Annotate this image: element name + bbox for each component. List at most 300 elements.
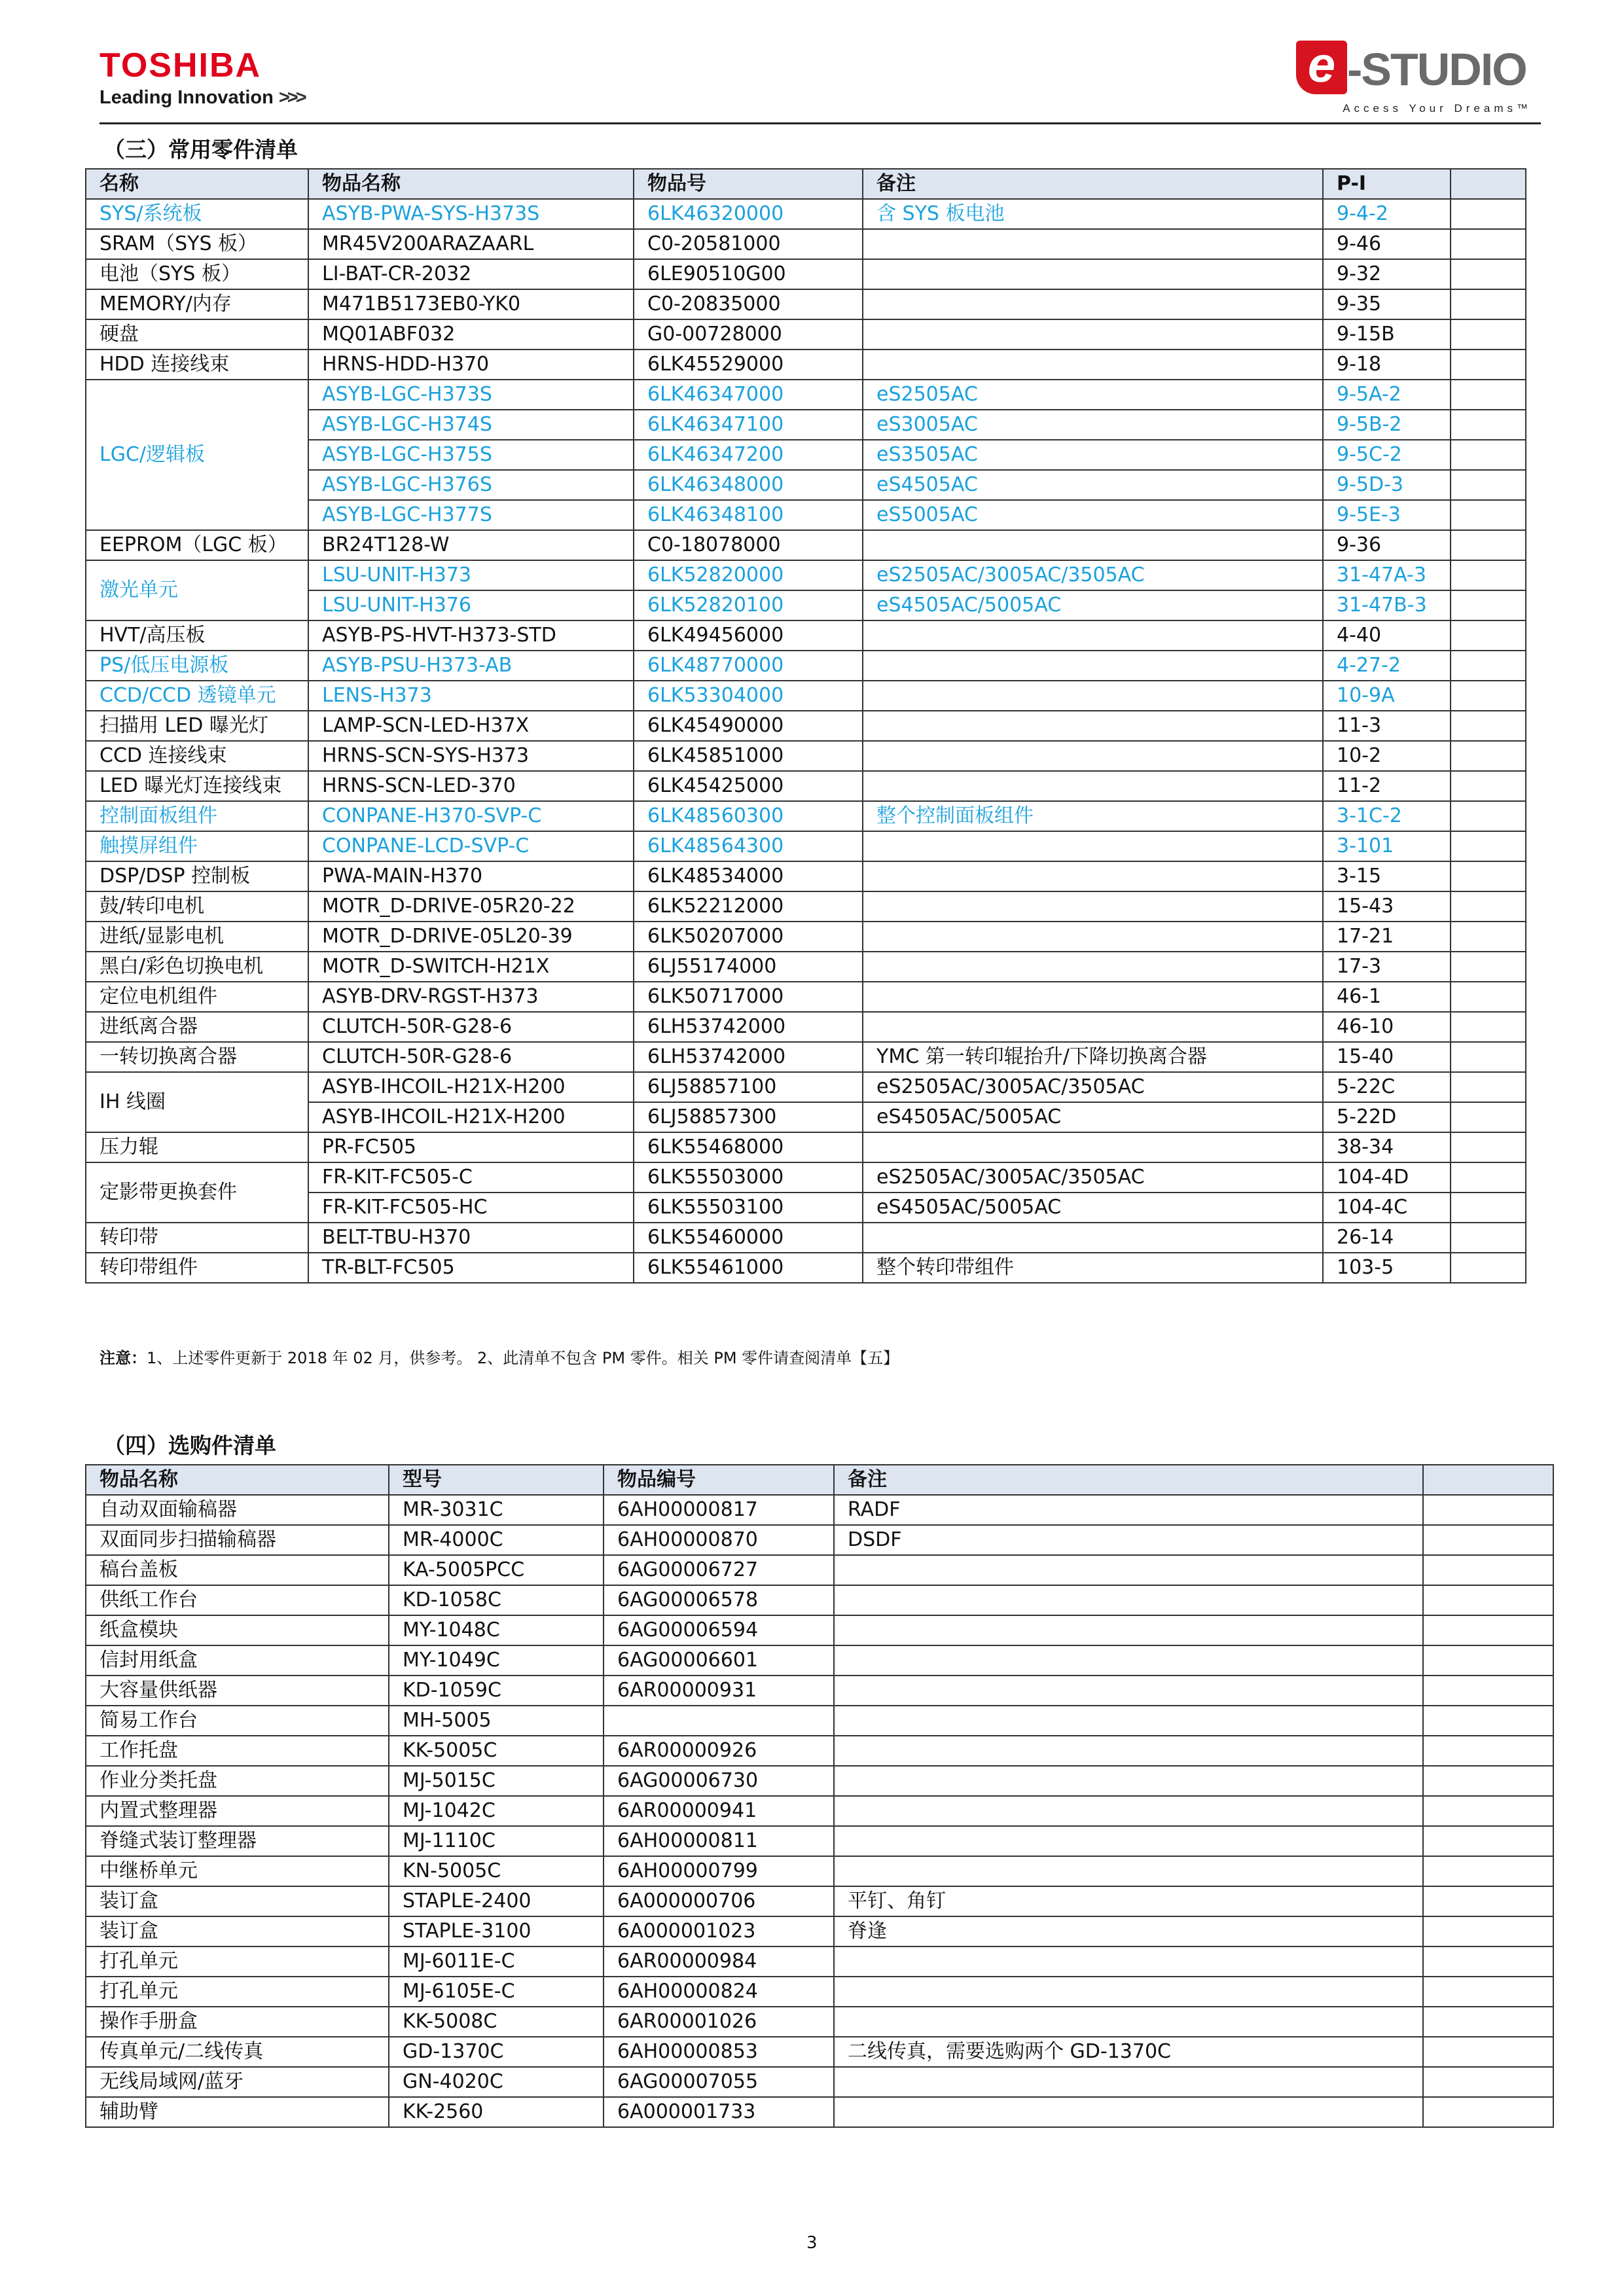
cell-note bbox=[834, 1645, 1423, 1676]
cell-note bbox=[863, 1223, 1323, 1253]
cell-code: 6A000000706 bbox=[604, 1886, 834, 1916]
table-row bbox=[86, 1826, 1553, 1856]
cell-pi: 9-32 bbox=[1323, 259, 1451, 289]
cell-extra bbox=[1451, 982, 1526, 1012]
column-header bbox=[1451, 169, 1526, 199]
page-number: 3 bbox=[806, 2233, 818, 2253]
cell-item: ASYB-LGC-H374S bbox=[308, 410, 634, 440]
cell-part-no: 6LK48560300 bbox=[634, 801, 863, 831]
cell-note: RADF bbox=[834, 1495, 1423, 1525]
cell-model: GN-4020C bbox=[389, 2067, 604, 2097]
cell-pi: 9-5D-3 bbox=[1323, 470, 1451, 500]
cell-extra bbox=[1423, 1676, 1553, 1706]
cell-note: eS4505AC/5005AC bbox=[863, 590, 1323, 620]
cell-item: M471B5173EB0-YK0 bbox=[308, 289, 634, 319]
cell-code: 6AH00000824 bbox=[604, 1977, 834, 2007]
cell-note bbox=[863, 891, 1323, 922]
table-row bbox=[86, 651, 1526, 681]
table-row bbox=[86, 380, 1526, 410]
cell-part-no: 6LK49456000 bbox=[634, 620, 863, 651]
cell-name: LED 曝光灯连接线束 bbox=[86, 771, 308, 801]
cell-name: 无线局域网/蓝牙 bbox=[86, 2067, 389, 2097]
cell-code: 6AH00000870 bbox=[604, 1525, 834, 1555]
cell-name: 黑白/彩色切换电机 bbox=[86, 952, 308, 982]
cell-note bbox=[863, 259, 1323, 289]
cell-pi: 46-10 bbox=[1323, 1012, 1451, 1042]
table-row bbox=[86, 350, 1526, 380]
cell-part-no: 6LK45851000 bbox=[634, 741, 863, 771]
cell-item: PWA-MAIN-H370 bbox=[308, 861, 634, 891]
cell-name: 大容量供纸器 bbox=[86, 1676, 389, 1706]
table-header-row bbox=[86, 1465, 1553, 1495]
cell-part-no: 6LJ58857100 bbox=[634, 1072, 863, 1102]
cell-note: 整个控制面板组件 bbox=[863, 801, 1323, 831]
table-row bbox=[86, 1495, 1553, 1525]
cell-item: LAMP-SCN-LED-H37X bbox=[308, 711, 634, 741]
cell-extra bbox=[1423, 1766, 1553, 1796]
table-row bbox=[86, 289, 1526, 319]
cell-note bbox=[834, 1766, 1423, 1796]
cell-note bbox=[834, 2007, 1423, 2037]
cell-extra bbox=[1451, 229, 1526, 259]
cell-part-no: 6LH53742000 bbox=[634, 1042, 863, 1072]
cell-model: MR-3031C bbox=[389, 1495, 604, 1525]
cell-name: SRAM（SYS 板） bbox=[86, 229, 308, 259]
brand-tagline bbox=[99, 87, 304, 109]
cell-pi: 3-15 bbox=[1323, 861, 1451, 891]
cell-part-no: 6LK45490000 bbox=[634, 711, 863, 741]
cell-note bbox=[863, 771, 1323, 801]
column-header: P-I bbox=[1323, 169, 1451, 199]
options-body bbox=[86, 1495, 1553, 2127]
table-row bbox=[86, 259, 1526, 289]
cell-note bbox=[834, 1706, 1423, 1736]
table-row bbox=[86, 1615, 1553, 1645]
cell-code: 6AR00000941 bbox=[604, 1796, 834, 1826]
cell-name: IH 线圈 bbox=[86, 1072, 308, 1132]
table-row bbox=[86, 1042, 1526, 1072]
cell-note bbox=[863, 952, 1323, 982]
cell-note: 脊逢 bbox=[834, 1916, 1423, 1946]
cell-pi: 9-5E-3 bbox=[1323, 500, 1451, 530]
cell-name: 扫描用 LED 曝光灯 bbox=[86, 711, 308, 741]
cell-part-no: 6LE90510G00 bbox=[634, 259, 863, 289]
cell-item: LENS-H373 bbox=[308, 681, 634, 711]
cell-name: DSP/DSP 控制板 bbox=[86, 861, 308, 891]
cell-name: 信封用纸盒 bbox=[86, 1645, 389, 1676]
cell-pi: 4-40 bbox=[1323, 620, 1451, 651]
cell-model: GD-1370C bbox=[389, 2037, 604, 2067]
cell-pi: 9-35 bbox=[1323, 289, 1451, 319]
cell-extra bbox=[1451, 1012, 1526, 1042]
cell-model: MY-1048C bbox=[389, 1615, 604, 1645]
table-row bbox=[86, 891, 1526, 922]
table-row bbox=[86, 1132, 1526, 1162]
cell-name: 辅助臂 bbox=[86, 2097, 389, 2127]
cell-note bbox=[834, 1736, 1423, 1766]
cell-item: CLUTCH-50R-G28-6 bbox=[308, 1012, 634, 1042]
table-header-row bbox=[86, 169, 1526, 199]
cell-extra bbox=[1451, 651, 1526, 681]
cell-extra bbox=[1451, 801, 1526, 831]
cell-item: ASYB-DRV-RGST-H373 bbox=[308, 982, 634, 1012]
cell-code: 6A000001023 bbox=[604, 1916, 834, 1946]
cell-extra bbox=[1451, 741, 1526, 771]
cell-pi: 4-27-2 bbox=[1323, 651, 1451, 681]
cell-item: HRNS-HDD-H370 bbox=[308, 350, 634, 380]
cell-extra bbox=[1423, 1946, 1553, 1977]
cell-name: SYS/系统板 bbox=[86, 199, 308, 229]
cell-model: STAPLE-2400 bbox=[389, 1886, 604, 1916]
cell-item: ASYB-PS-HVT-H373-STD bbox=[308, 620, 634, 651]
cell-model: MJ-1042C bbox=[389, 1796, 604, 1826]
tagline-text: Leading Innovation bbox=[99, 87, 274, 108]
cell-note bbox=[834, 1946, 1423, 1977]
table-row bbox=[86, 2037, 1553, 2067]
cell-model: MJ-6011E-C bbox=[389, 1946, 604, 1977]
cell-item: MQ01ABF032 bbox=[308, 319, 634, 350]
cell-pi: 15-43 bbox=[1323, 891, 1451, 922]
cell-model: MJ-1110C bbox=[389, 1826, 604, 1856]
cell-part-no: 6LK46348000 bbox=[634, 470, 863, 500]
cell-code: 6AG00006601 bbox=[604, 1645, 834, 1676]
cell-code: 6AH00000799 bbox=[604, 1856, 834, 1886]
cell-pi: 9-36 bbox=[1323, 530, 1451, 560]
cell-pi: 3-1C-2 bbox=[1323, 801, 1451, 831]
column-header: 物品编号 bbox=[604, 1465, 834, 1495]
cell-extra bbox=[1423, 1886, 1553, 1916]
cell-name: 转印带 bbox=[86, 1223, 308, 1253]
cell-pi: 5-22D bbox=[1323, 1102, 1451, 1132]
cell-item: MOTR_D-DRIVE-05R20-22 bbox=[308, 891, 634, 922]
cell-note: eS2505AC/3005AC/3505AC bbox=[863, 1072, 1323, 1102]
table-row bbox=[86, 771, 1526, 801]
cell-item: BR24T128-W bbox=[308, 530, 634, 560]
cell-pi: 11-2 bbox=[1323, 771, 1451, 801]
cell-note: YMC 第一转印辊抬升/下降切换离合器 bbox=[863, 1042, 1323, 1072]
cell-extra bbox=[1451, 831, 1526, 861]
cell-item: CONPANE-H370-SVP-C bbox=[308, 801, 634, 831]
cell-name: 定位电机组件 bbox=[86, 982, 308, 1012]
cell-extra bbox=[1451, 319, 1526, 350]
cell-note bbox=[834, 1555, 1423, 1585]
cell-note bbox=[863, 861, 1323, 891]
cell-pi: 9-4-2 bbox=[1323, 199, 1451, 229]
cell-name: 脊缝式装订整理器 bbox=[86, 1826, 389, 1856]
cell-extra bbox=[1451, 199, 1526, 229]
cell-part-no: 6LK52820100 bbox=[634, 590, 863, 620]
cell-part-no: 6LK46347200 bbox=[634, 440, 863, 470]
cell-extra bbox=[1451, 380, 1526, 410]
cell-note bbox=[834, 1977, 1423, 2007]
cell-item: TR-BLT-FC505 bbox=[308, 1253, 634, 1283]
cell-item: HRNS-SCN-SYS-H373 bbox=[308, 741, 634, 771]
table-row bbox=[86, 199, 1526, 229]
cell-extra bbox=[1451, 350, 1526, 380]
cell-note: eS4505AC bbox=[863, 470, 1323, 500]
cell-model: KA-5005PCC bbox=[389, 1555, 604, 1585]
cell-pi: 3-101 bbox=[1323, 831, 1451, 861]
cell-name: LGC/逻辑板 bbox=[86, 380, 308, 530]
cell-extra bbox=[1451, 590, 1526, 620]
estudio-wordmark: -STUDIO bbox=[1347, 44, 1526, 95]
column-header: 备注 bbox=[863, 169, 1323, 199]
table-row bbox=[86, 560, 1526, 590]
cell-code: 6AG00006594 bbox=[604, 1615, 834, 1645]
cell-pi: 10-2 bbox=[1323, 741, 1451, 771]
cell-code: 6A000001733 bbox=[604, 2097, 834, 2127]
cell-code: 6AH00000811 bbox=[604, 1826, 834, 1856]
table-row bbox=[86, 1916, 1553, 1946]
column-header bbox=[1423, 1465, 1553, 1495]
cell-pi: 15-40 bbox=[1323, 1042, 1451, 1072]
cell-part-no: 6LK53304000 bbox=[634, 681, 863, 711]
cell-part-no: 6LK46348100 bbox=[634, 500, 863, 530]
cell-extra bbox=[1451, 410, 1526, 440]
cell-extra bbox=[1423, 2097, 1553, 2127]
cell-extra bbox=[1423, 2067, 1553, 2097]
cell-part-no: 6LK50717000 bbox=[634, 982, 863, 1012]
cell-item: ASYB-IHCOIL-H21X-H200 bbox=[308, 1102, 634, 1132]
cell-pi: 17-3 bbox=[1323, 952, 1451, 982]
table-row bbox=[86, 1977, 1553, 2007]
cell-part-no: 6LK45529000 bbox=[634, 350, 863, 380]
table-row bbox=[86, 530, 1526, 560]
table-row bbox=[86, 1525, 1553, 1555]
cell-extra bbox=[1451, 771, 1526, 801]
cell-extra bbox=[1423, 1826, 1553, 1856]
cell-extra bbox=[1451, 891, 1526, 922]
estudio-logo bbox=[1296, 38, 1532, 117]
cell-pi: 104-4C bbox=[1323, 1193, 1451, 1223]
cell-name: 鼓/转印电机 bbox=[86, 891, 308, 922]
cell-model: STAPLE-3100 bbox=[389, 1916, 604, 1946]
cell-extra bbox=[1423, 1495, 1553, 1525]
cell-note: eS4505AC/5005AC bbox=[863, 1193, 1323, 1223]
cell-extra bbox=[1451, 259, 1526, 289]
column-header: 型号 bbox=[389, 1465, 604, 1495]
table-row bbox=[86, 1796, 1553, 1826]
footnote bbox=[99, 1345, 899, 1368]
cell-item: FR-KIT-FC505-C bbox=[308, 1162, 634, 1193]
cell-item: ASYB-PWA-SYS-H373S bbox=[308, 199, 634, 229]
cell-model: MH-5005 bbox=[389, 1706, 604, 1736]
cell-extra bbox=[1451, 1223, 1526, 1253]
table-row bbox=[86, 1223, 1526, 1253]
cell-name: HVT/高压板 bbox=[86, 620, 308, 651]
cell-note: eS2505AC/3005AC/3505AC bbox=[863, 1162, 1323, 1193]
cell-note bbox=[834, 2067, 1423, 2097]
cell-name: 打孔单元 bbox=[86, 1977, 389, 2007]
table-row bbox=[86, 922, 1526, 952]
cell-name: 一转切换离合器 bbox=[86, 1042, 308, 1072]
cell-name: 电池（SYS 板） bbox=[86, 259, 308, 289]
cell-name: 操作手册盒 bbox=[86, 2007, 389, 2037]
cell-extra bbox=[1451, 1193, 1526, 1223]
cell-note bbox=[863, 1012, 1323, 1042]
cell-pi: 9-15B bbox=[1323, 319, 1451, 350]
cell-model: KN-5005C bbox=[389, 1856, 604, 1886]
cell-name: 转印带组件 bbox=[86, 1253, 308, 1283]
cell-name: HDD 连接线束 bbox=[86, 350, 308, 380]
estudio-e-mark: e bbox=[1296, 41, 1347, 94]
cell-item: HRNS-SCN-LED-370 bbox=[308, 771, 634, 801]
cell-extra bbox=[1423, 2007, 1553, 2037]
cell-pi: 9-5C-2 bbox=[1323, 440, 1451, 470]
cell-extra bbox=[1423, 1736, 1553, 1766]
cell-extra bbox=[1451, 289, 1526, 319]
cell-note bbox=[863, 741, 1323, 771]
cell-extra bbox=[1451, 530, 1526, 560]
cell-part-no: 6LH53742000 bbox=[634, 1012, 863, 1042]
cell-part-no: 6LK48770000 bbox=[634, 651, 863, 681]
cell-note bbox=[863, 681, 1323, 711]
cell-part-no: 6LK55468000 bbox=[634, 1132, 863, 1162]
cell-note bbox=[834, 1826, 1423, 1856]
cell-extra bbox=[1451, 560, 1526, 590]
table-row bbox=[86, 1645, 1553, 1676]
column-header: 物品号 bbox=[634, 169, 863, 199]
section-title-options: （四）选购件清单 bbox=[103, 1433, 276, 1458]
cell-extra bbox=[1451, 681, 1526, 711]
cell-part-no: C0-20581000 bbox=[634, 229, 863, 259]
cell-item: LSU-UNIT-H376 bbox=[308, 590, 634, 620]
cell-extra bbox=[1423, 1916, 1553, 1946]
cell-note bbox=[863, 350, 1323, 380]
cell-name: 激光单元 bbox=[86, 560, 308, 620]
cell-name: 工作托盘 bbox=[86, 1736, 389, 1766]
table-row bbox=[86, 741, 1526, 771]
cell-extra bbox=[1423, 1555, 1553, 1585]
cell-note bbox=[863, 922, 1323, 952]
cell-pi: 31-47A-3 bbox=[1323, 560, 1451, 590]
cell-part-no: 6LK46320000 bbox=[634, 199, 863, 229]
common-parts-table bbox=[85, 168, 1526, 1283]
cell-name: 稿台盖板 bbox=[86, 1555, 389, 1585]
cell-item: MR45V200ARAZAARL bbox=[308, 229, 634, 259]
cell-extra bbox=[1423, 1615, 1553, 1645]
cell-extra bbox=[1451, 440, 1526, 470]
table-row bbox=[86, 952, 1526, 982]
cell-extra bbox=[1451, 1132, 1526, 1162]
cell-item: BELT-TBU-H370 bbox=[308, 1223, 634, 1253]
cell-extra bbox=[1423, 2037, 1553, 2067]
cell-name: CCD 连接线束 bbox=[86, 741, 308, 771]
cell-note bbox=[834, 2097, 1423, 2127]
cell-note bbox=[863, 982, 1323, 1012]
column-header: 物品名称 bbox=[86, 1465, 389, 1495]
cell-code: 6AR00000984 bbox=[604, 1946, 834, 1977]
table-row bbox=[86, 1253, 1526, 1283]
cell-note bbox=[863, 651, 1323, 681]
table-row bbox=[86, 2067, 1553, 2097]
cell-extra bbox=[1451, 1072, 1526, 1102]
column-header: 物品名称 bbox=[308, 169, 634, 199]
table-row bbox=[86, 801, 1526, 831]
cell-name: PS/低压电源板 bbox=[86, 651, 308, 681]
table-row bbox=[86, 1012, 1526, 1042]
table-row bbox=[86, 1946, 1553, 1977]
cell-part-no: 6LK55460000 bbox=[634, 1223, 863, 1253]
cell-part-no: G0-00728000 bbox=[634, 319, 863, 350]
cell-extra bbox=[1451, 1253, 1526, 1283]
cell-part-no: 6LK46347000 bbox=[634, 380, 863, 410]
cell-model: MR-4000C bbox=[389, 1525, 604, 1555]
cell-part-no: 6LK55503100 bbox=[634, 1193, 863, 1223]
cell-pi: 9-5B-2 bbox=[1323, 410, 1451, 440]
cell-note bbox=[863, 831, 1323, 861]
cell-name: 简易工作台 bbox=[86, 1706, 389, 1736]
table-row bbox=[86, 831, 1526, 861]
cell-model: KK-2560 bbox=[389, 2097, 604, 2127]
table-row bbox=[86, 1886, 1553, 1916]
cell-name: 作业分类托盘 bbox=[86, 1766, 389, 1796]
footnote-label: 注意： bbox=[99, 1349, 147, 1367]
cell-name: 纸盒模块 bbox=[86, 1615, 389, 1645]
cell-pi: 103-5 bbox=[1323, 1253, 1451, 1283]
cell-note bbox=[863, 711, 1323, 741]
cell-name: 控制面板组件 bbox=[86, 801, 308, 831]
cell-extra bbox=[1451, 1102, 1526, 1132]
cell-code: 6AG00006730 bbox=[604, 1766, 834, 1796]
table-row bbox=[86, 1736, 1553, 1766]
cell-item: ASYB-IHCOIL-H21X-H200 bbox=[308, 1072, 634, 1102]
cell-note: eS2505AC bbox=[863, 380, 1323, 410]
cell-note: eS3505AC bbox=[863, 440, 1323, 470]
cell-pi: 5-22C bbox=[1323, 1072, 1451, 1102]
cell-code: 6AH00000853 bbox=[604, 2037, 834, 2067]
cell-item: ASYB-LGC-H377S bbox=[308, 500, 634, 530]
cell-model: MJ-6105E-C bbox=[389, 1977, 604, 2007]
cell-extra bbox=[1423, 1856, 1553, 1886]
cell-part-no: 6LK46347100 bbox=[634, 410, 863, 440]
cell-note: 整个转印带组件 bbox=[863, 1253, 1323, 1283]
cell-code: 6AR00000926 bbox=[604, 1736, 834, 1766]
cell-code: 6AR00000931 bbox=[604, 1676, 834, 1706]
cell-code: 6AH00000817 bbox=[604, 1495, 834, 1525]
cell-name: CCD/CCD 透镜单元 bbox=[86, 681, 308, 711]
table-row bbox=[86, 620, 1526, 651]
column-header: 名称 bbox=[86, 169, 308, 199]
cell-note: eS4505AC/5005AC bbox=[863, 1102, 1323, 1132]
cell-item: ASYB-PSU-H373-AB bbox=[308, 651, 634, 681]
cell-note bbox=[863, 530, 1323, 560]
table-row bbox=[86, 1072, 1526, 1102]
cell-part-no: 6LK55461000 bbox=[634, 1253, 863, 1283]
cell-pi: 26-14 bbox=[1323, 1223, 1451, 1253]
cell-item: MOTR_D-DRIVE-05L20-39 bbox=[308, 922, 634, 952]
cell-name: 内置式整理器 bbox=[86, 1796, 389, 1826]
cell-item: ASYB-LGC-H376S bbox=[308, 470, 634, 500]
cell-item: MOTR_D-SWITCH-H21X bbox=[308, 952, 634, 982]
cell-name: 双面同步扫描输稿器 bbox=[86, 1525, 389, 1555]
cell-name: 进纸离合器 bbox=[86, 1012, 308, 1042]
table-row bbox=[86, 1706, 1553, 1736]
cell-pi: 38-34 bbox=[1323, 1132, 1451, 1162]
cell-model: MY-1049C bbox=[389, 1645, 604, 1676]
section-title-common-parts: （三）常用零件清单 bbox=[103, 137, 298, 162]
cell-code: 6AG00006578 bbox=[604, 1585, 834, 1615]
cell-note bbox=[834, 1676, 1423, 1706]
table-row bbox=[86, 1585, 1553, 1615]
cell-note bbox=[834, 1585, 1423, 1615]
cell-note: DSDF bbox=[834, 1525, 1423, 1555]
footnote-text: 1、上述零件更新于 2018 年 02 月，供参考。 2、此清单不包含 PM 零件。相关 PM 零件请查阅清单【五】 bbox=[147, 1349, 899, 1367]
cell-note: 二线传真，需要选购两个 GD-1370C bbox=[834, 2037, 1423, 2067]
cell-extra bbox=[1451, 922, 1526, 952]
cell-extra bbox=[1423, 1796, 1553, 1826]
cell-model: KD-1058C bbox=[389, 1585, 604, 1615]
